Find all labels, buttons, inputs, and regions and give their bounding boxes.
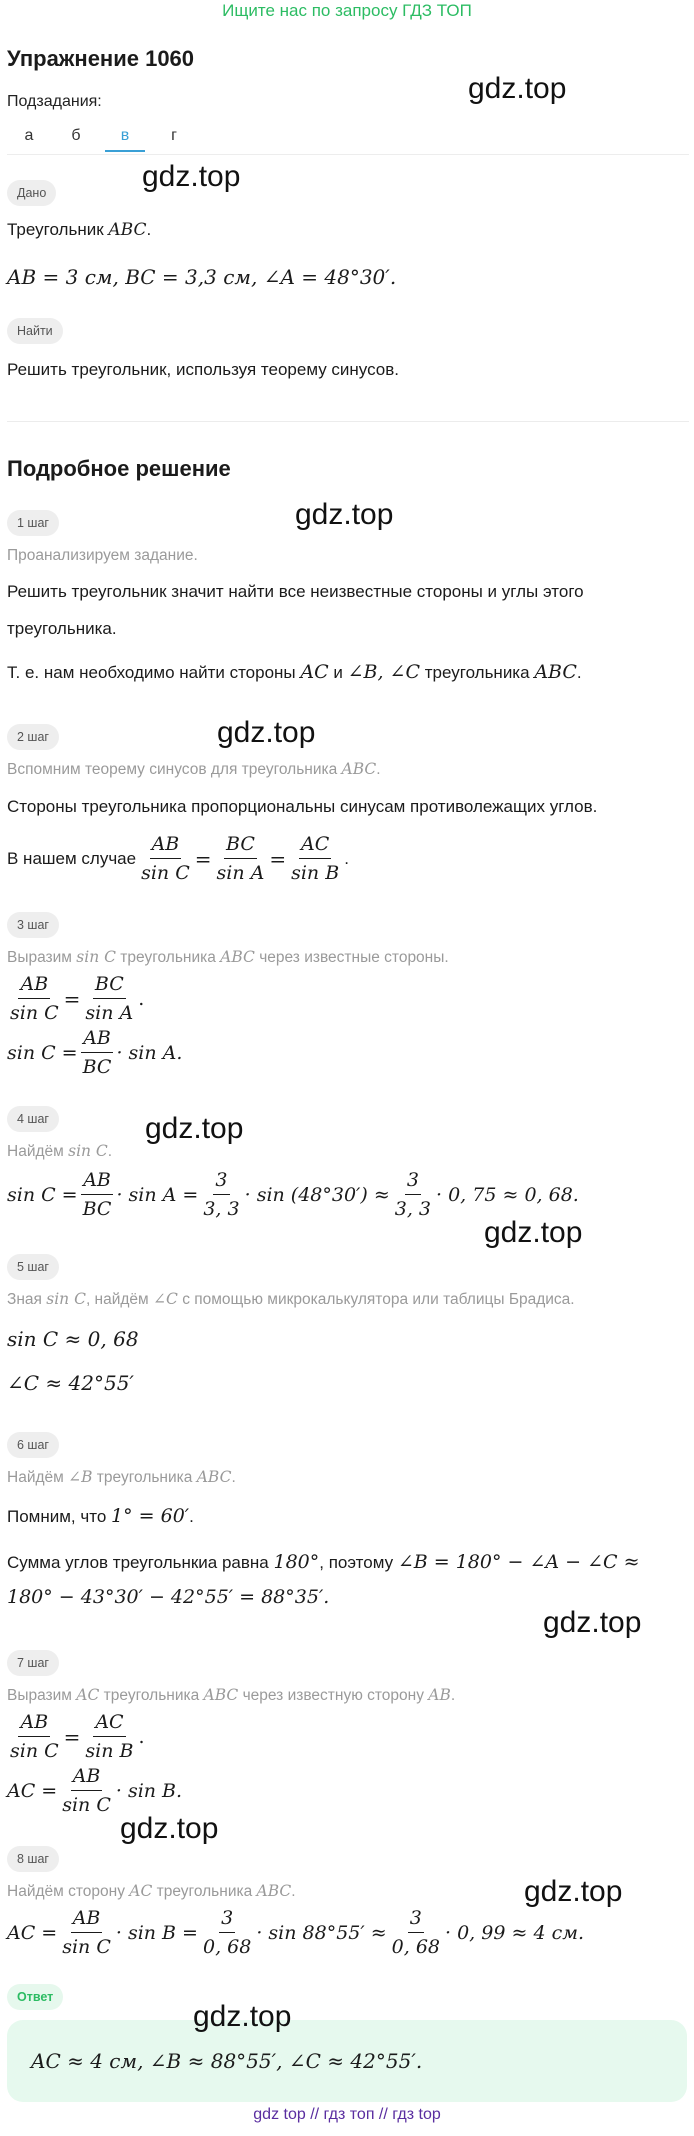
step-1-tag: 1 шаг [7,510,59,536]
fraction: $\frac{3}{3, 3}$ [394,1169,432,1220]
fraction: $\frac{AB}{\text{sin C}}$ [10,1711,59,1762]
step-7-formula-1: $\frac{AB}{\text{sin C}}$ = $\frac{AC}{\text{sin B}}$ . [10,1711,145,1762]
step-5-tag: 5 шаг [7,1254,59,1280]
step-3-tag: 3 шаг [7,912,59,938]
step-1-line-3: Т. е. нам необходимо найти стороны AC и ∠B, ∠C треугольника ABC. [7,661,582,683]
step-2-line-1: Стороны треугольника пропорциональны синусам противолежащих углов. [7,797,598,816]
solution-title: Подробное решение [7,456,231,481]
step-3-formula-1: $\frac{AB}{\text{sin C}}$ = $\frac{BC}{\text{sin A}}$ . [10,973,145,1024]
fraction: $\frac{AB}{\text{sin C}}$ [62,1765,111,1816]
fraction: $\frac{BC}{\text{sin A}}$ [216,833,265,884]
fraction: $\frac{3}{3, 3}$ [203,1169,240,1220]
step-8-hint: Найдём сторону AC треугольника ABC. [7,1882,296,1900]
tabs-divider [7,154,689,155]
step-1-hint: Проанализируем задание. [7,547,198,564]
given-line-2: AB = 3 см, BC = 3,3 см, ∠A = 48°30′. [7,265,397,289]
fraction: $\frac{AC}{\text{sin B}}$ [85,1711,134,1762]
fraction: $\frac{BC}{\text{sin A}}$ [85,973,134,1024]
step-6-line-3: 180° − 43°30′ − 42°55′ = 88°35′. [7,1586,330,1608]
watermark: gdz.top [142,160,241,193]
answer-tag: Ответ [7,1984,63,2010]
step-8-formula: AC = $\frac{AB}{\text{sin C}}$ · sin B = $\frac{3}{0, 68}$ · sin 88°55′ ≈ $\frac{3}{0, 68}$ · 0, 99 ≈ 4 см. [7,1907,584,1958]
step-3-hint: Выразим sin C треугольника ABC через известные стороны. [7,948,449,966]
tab-b[interactable]: б [71,127,81,144]
fraction: $\frac{AC}{\text{sin B}}$ [291,833,340,884]
watermark: gdz.top [193,2000,292,2033]
fraction: $\frac{AB}{\text{sin C}}$ [141,833,190,884]
step-3-formula-2: sin C = $\frac{AB}{BC}$ · sin A. [7,1027,183,1078]
tab-a[interactable]: а [24,127,34,144]
step-1-line-1: Решить треугольник значит найти все неизвестные стороны и углы этого [7,582,584,601]
find-text: Решить треугольник, используя теорему синусов. [7,360,400,379]
fraction: $\frac{AB}{BC}$ [82,1169,112,1220]
given-tag: Дано [7,180,56,206]
fraction: $\frac{AB}{\text{sin C}}$ [10,973,59,1024]
step-8-tag: 8 шаг [7,1846,59,1872]
step-5-hint: Зная sin C, найдём ∠C с помощью микрокалькулятора или таблицы Брадиса. [7,1290,575,1308]
page-title: Упражнение 1060 [7,46,195,71]
step-6-line-2: Сумма углов треугольнкиа равна 180°, поэтому ∠B = 180° − ∠A − ∠C ≈ [7,1551,640,1573]
watermark: gdz.top [543,1606,642,1639]
step-2-sine-law: В нашем случае $\frac{AB}{\text{sin C}}$ = $\frac{BC}{\text{sin A}}$ = $\frac{AC}{\text{sin B}}$ . [7,833,349,884]
step-7-hint: Выразим AC треугольника ABC через известную сторону AB. [7,1686,456,1704]
fraction: $\frac{AB}{\text{sin C}}$ [62,1907,111,1958]
promo-banner[interactable]: Ищите нас по запросу ГДЗ ТОП [222,1,472,20]
fraction: $\frac{AB}{BC}$ [82,1027,112,1078]
tab-g[interactable]: г [171,127,177,144]
step-6-line-1: Помним, что 1° = 60′. [7,1505,194,1527]
step-4-hint: Найдём sin C. [7,1142,113,1160]
watermark: gdz.top [468,72,567,105]
step-4-formula: sin C = $\frac{AB}{BC}$ · sin A = $\frac{3}{3, 3}$ · sin (48°30′) ≈ $\frac{3}{3, 3}$ · 0, 75 ≈ 0, 68. [7,1169,579,1220]
step-5-line-2: ∠C ≈ 42°55′ [7,1371,134,1395]
step-6-tag: 6 шаг [7,1432,59,1458]
watermark: gdz.top [120,1812,219,1845]
step-4-tag: 4 шаг [7,1106,59,1132]
step-6-hint: Найдём ∠B треугольника ABC. [7,1468,236,1486]
watermark: gdz.top [524,1875,623,1908]
step-1-line-2: треугольника. [7,619,117,638]
given-line-1: Треугольник ABC. [7,220,152,240]
footer-links[interactable]: gdz top // гдз топ // гдз top [253,2106,441,2123]
watermark: gdz.top [295,498,394,531]
step-7-formula-2: AC = $\frac{AB}{\text{sin C}}$ · sin B. [7,1765,183,1816]
answer-text: AC ≈ 4 см, ∠B ≈ 88°55′, ∠C ≈ 42°55′. [31,2049,423,2073]
tab-v[interactable]: в [105,124,145,152]
watermark: gdz.top [145,1112,244,1145]
step-2-tag: 2 шаг [7,724,59,750]
watermark: gdz.top [484,1216,583,1249]
find-tag: Найти [7,318,63,344]
fraction: $\frac{3}{0, 68}$ [391,1907,441,1958]
subtasks-label: Подзадания: [7,93,102,110]
fraction: $\frac{3}{0, 68}$ [202,1907,252,1958]
step-5-line-1: sin C ≈ 0, 68 [7,1327,139,1351]
step-2-hint: Вспомним теорему синусов для треугольника ABC. [7,760,381,778]
step-7-tag: 7 шаг [7,1650,59,1676]
section-divider [7,421,689,422]
watermark: gdz.top [217,716,316,749]
